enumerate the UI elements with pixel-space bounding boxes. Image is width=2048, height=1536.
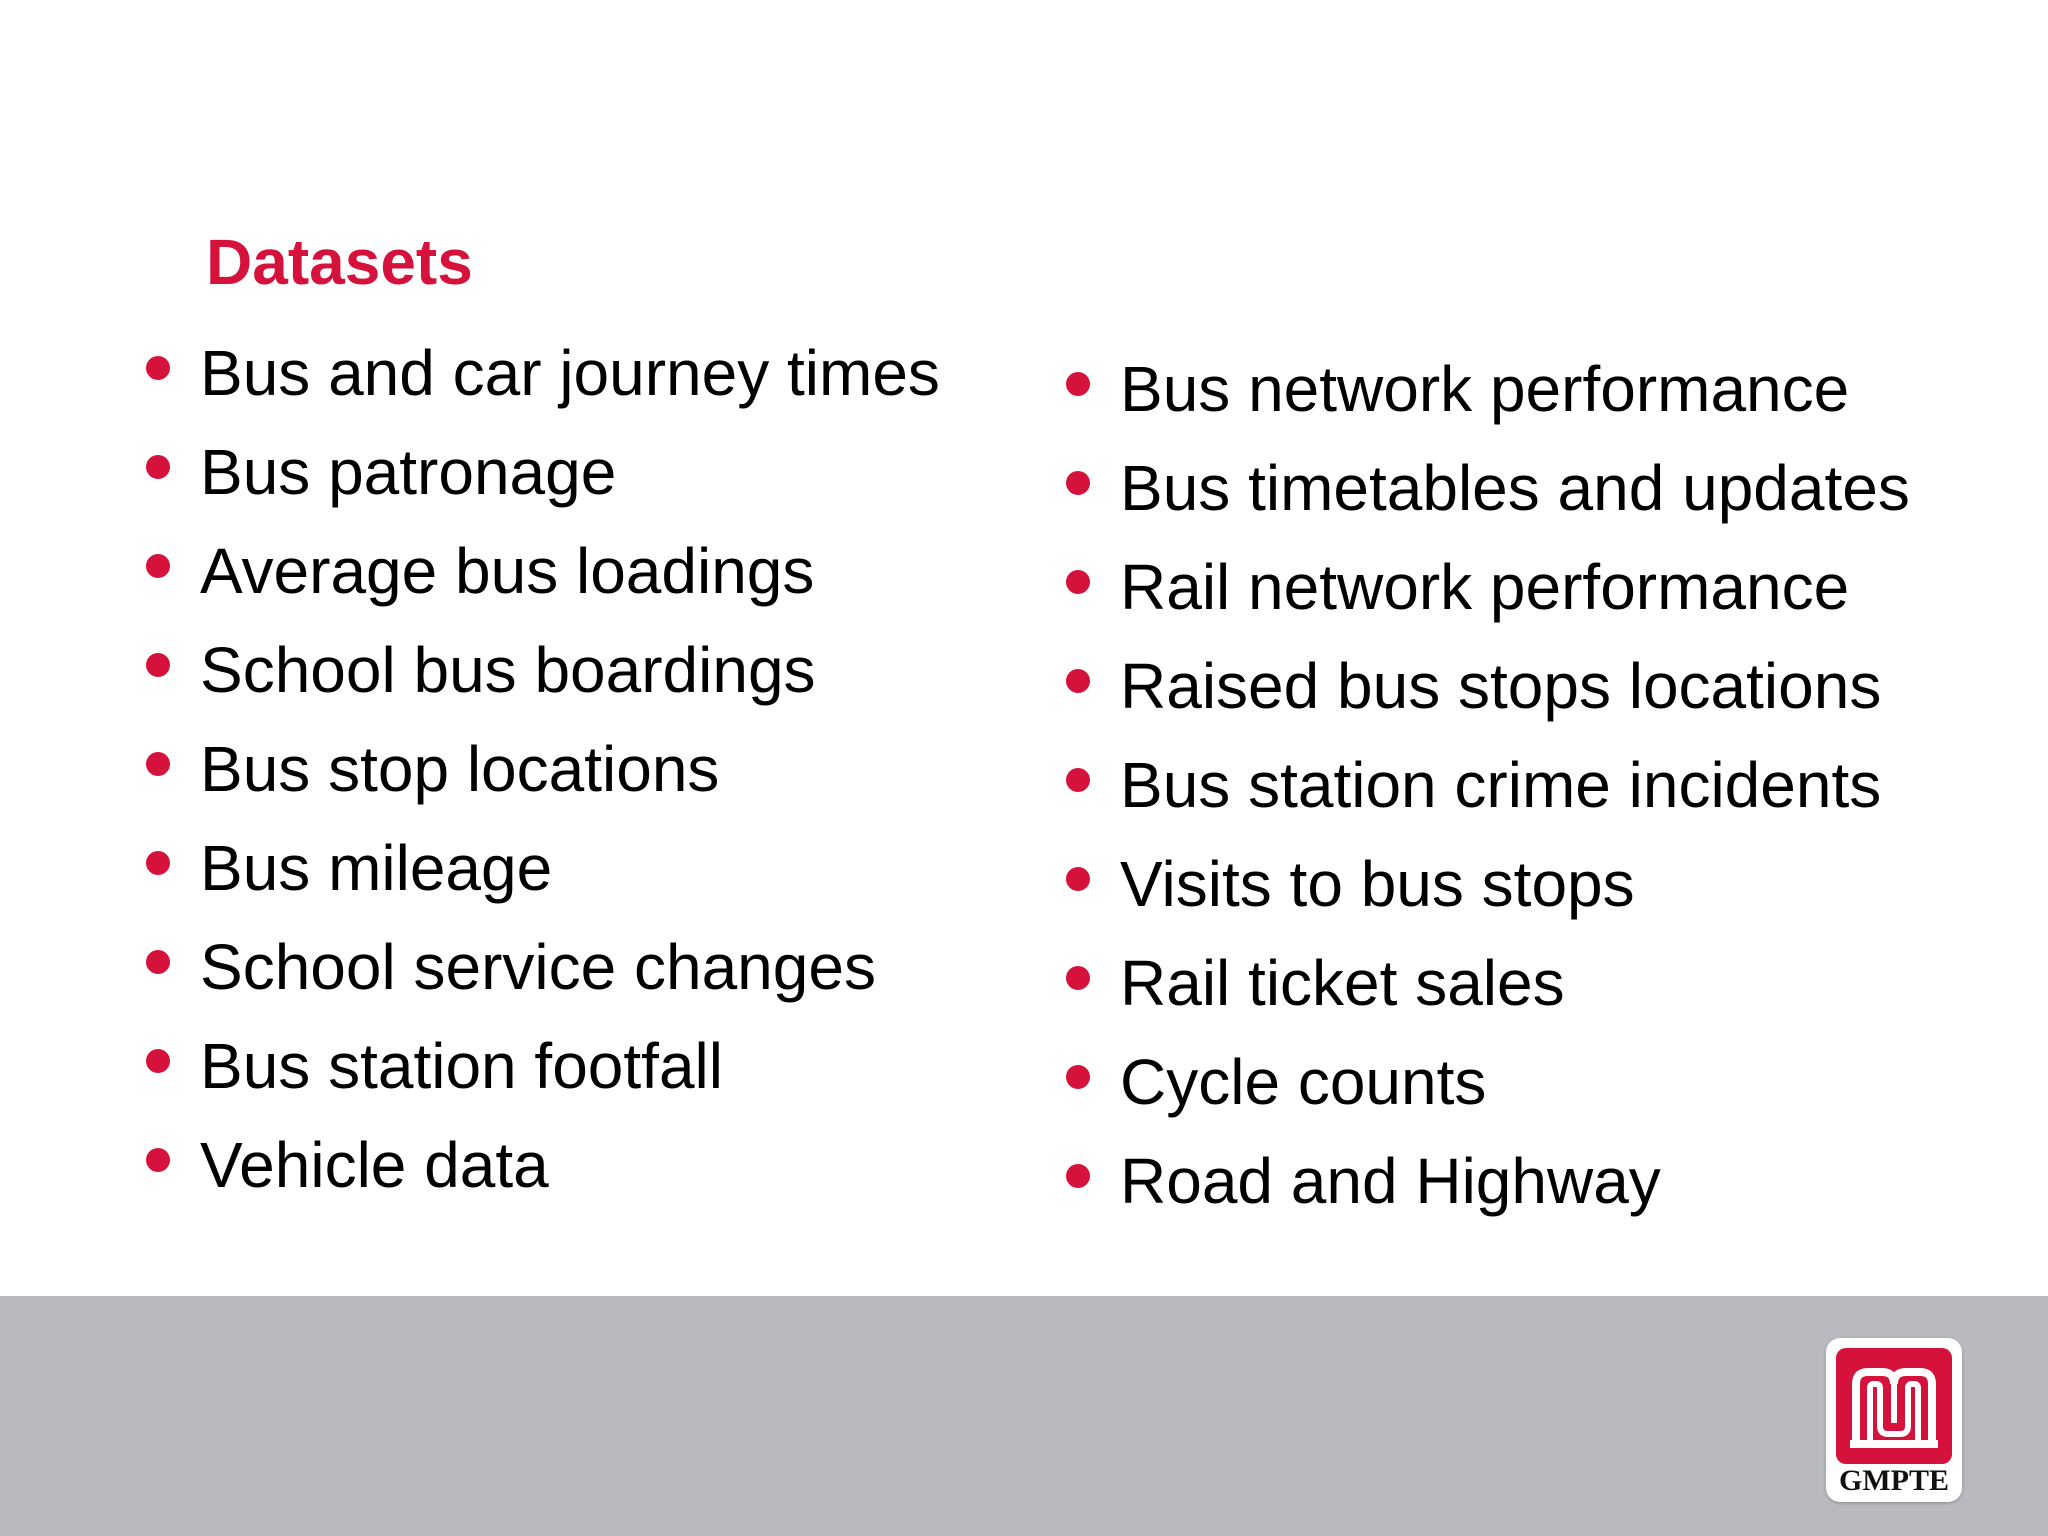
list-item-text: Vehicle data (200, 1128, 549, 1201)
bullet-dot-icon (1066, 669, 1090, 693)
list-item-text: Rail ticket sales (1120, 946, 1565, 1019)
bullet-dot-icon (146, 653, 170, 677)
left-dataset-list (146, 323, 940, 1214)
bullet-dot-icon (146, 455, 170, 479)
bullet-dot-icon (146, 554, 170, 578)
list-item (146, 818, 940, 917)
list-item-text: Bus timetables and updates (1120, 451, 1910, 524)
list-item-text: Bus station footfall (200, 1029, 723, 1102)
gmpte-logo (1826, 1338, 1962, 1502)
bullet-dot-icon (146, 1049, 170, 1073)
list-item (1066, 1131, 1910, 1230)
list-item (1066, 735, 1910, 834)
bullet-dot-icon (1066, 1164, 1090, 1188)
list-item-text: Bus mileage (200, 831, 553, 904)
bullet-dot-icon (146, 752, 170, 776)
list-item (1066, 438, 1910, 537)
list-item (146, 323, 940, 422)
list-item (1066, 834, 1910, 933)
list-item (146, 521, 940, 620)
list-item-text: Road and Highway (1120, 1144, 1661, 1217)
list-item-text: Bus and car journey times (200, 336, 940, 409)
list-item (146, 1115, 940, 1214)
list-item (146, 1016, 940, 1115)
bullet-dot-icon (146, 851, 170, 875)
list-item-text: Raised bus stops locations (1120, 649, 1882, 722)
list-item-text: Cycle counts (1120, 1045, 1487, 1118)
bullet-dot-icon (146, 1148, 170, 1172)
list-item-text: Bus network performance (1120, 352, 1850, 425)
list-item (1066, 537, 1910, 636)
list-item-text: School service changes (200, 930, 876, 1003)
list-item (1066, 1032, 1910, 1131)
list-item (146, 422, 940, 521)
bullet-dot-icon (1066, 570, 1090, 594)
list-item-text: Bus station crime incidents (1120, 748, 1882, 821)
bullet-dot-icon (1066, 372, 1090, 396)
bullet-dot-icon (146, 356, 170, 380)
list-item (146, 620, 940, 719)
bullet-dot-icon (1066, 867, 1090, 891)
bullet-dot-icon (1066, 471, 1090, 495)
footer-band (0, 1296, 2048, 1536)
list-item (1066, 636, 1910, 735)
list-item (146, 719, 940, 818)
list-item-text: Rail network performance (1120, 550, 1850, 623)
bullet-dot-icon (1066, 1065, 1090, 1089)
bullet-dot-icon (1066, 966, 1090, 990)
list-item-text: School bus boardings (200, 633, 816, 706)
list-item-text: Visits to bus stops (1120, 847, 1635, 920)
list-item-text: Bus stop locations (200, 732, 720, 805)
logo-text: GMPTE (1839, 1464, 1949, 1497)
gmpte-logo-icon (1836, 1348, 1952, 1464)
bullet-dot-icon (1066, 768, 1090, 792)
bullet-dot-icon (146, 950, 170, 974)
slide-title: Datasets (206, 226, 473, 298)
list-item (1066, 339, 1910, 438)
list-item (1066, 933, 1910, 1032)
right-dataset-list (1066, 339, 1910, 1230)
list-item-text: Average bus loadings (200, 534, 815, 607)
list-item-text: Bus patronage (200, 435, 617, 508)
list-item (146, 917, 940, 1016)
